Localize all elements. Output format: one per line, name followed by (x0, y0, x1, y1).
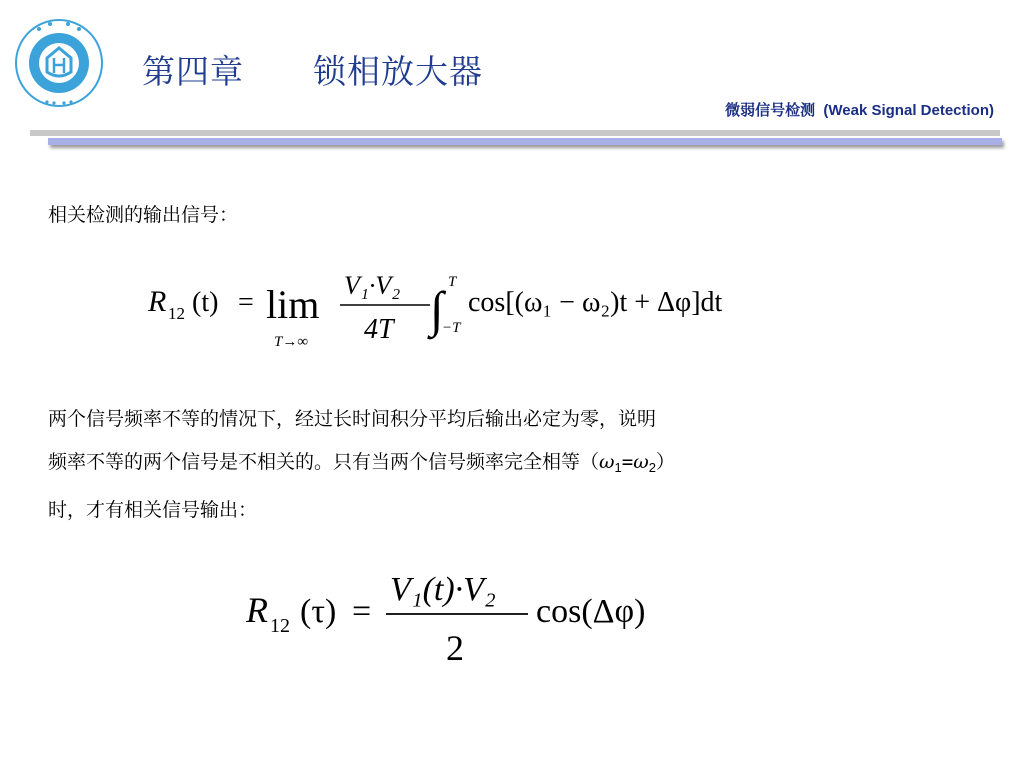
eq2-denominator: 2 (446, 628, 464, 668)
equation-correlation-result (246, 560, 706, 670)
chapter-title: 第四章 锁相放大器 (142, 52, 483, 91)
omega-1: ω (599, 451, 615, 473)
eq2-equals: = (352, 593, 372, 630)
equation-correlation-limit (148, 266, 798, 356)
omega-equals: = (621, 451, 634, 473)
eq1-R: R (148, 285, 167, 318)
para-line-2-text: 频率不等的两个信号是不相关的。只有当两个信号频率完全相等（ (48, 451, 600, 473)
eq2-numerator: V₁(t)·V₂ (390, 571, 496, 608)
omega-1-sub: 1 (614, 460, 622, 475)
intro-text: 相关检测的输出信号： (48, 204, 239, 226)
para-line-2 (48, 441, 1008, 489)
eq2-tail: cos(Δφ) (536, 593, 646, 630)
para-line-3: 时，才有相关信号输出： (48, 499, 258, 521)
eq1-int-upper: T (448, 274, 457, 290)
eq1-lim: lim (266, 282, 320, 327)
header-divider-gray (30, 130, 1000, 136)
eq2-R: R (246, 590, 268, 630)
eq1-denominator: 4T (364, 314, 394, 345)
eq1-arg: (t) (192, 287, 219, 318)
eq1-equals: = (238, 287, 254, 318)
eq1-integrand: cos[(ω₁ − ω₂)t + Δφ]dt (468, 287, 723, 318)
explanation-paragraph (48, 398, 1008, 532)
para-line-1: 两个信号频率不等的情况下，经过长时间积分平均后输出必定为零，说明 (48, 408, 657, 430)
omega-2: ω (633, 451, 649, 473)
eq1-lim-sub: T→∞ (274, 334, 309, 350)
omega-2-sub: 2 (648, 460, 656, 475)
course-subtitle: 微弱信号检测 (Weak Signal Detection) (725, 102, 994, 119)
university-logo (14, 18, 104, 108)
header-divider-blue (48, 138, 1002, 145)
eq1-R-sub: 12 (168, 304, 185, 323)
eq1-int-lower: −T (442, 320, 461, 336)
eq2-R-sub: 12 (270, 615, 290, 637)
eq1-numerator: V₁·V₂ (344, 271, 401, 300)
eq2-arg: (τ) (300, 593, 337, 630)
para-line-2-end: ） (655, 451, 675, 473)
eq1-integral-sign: ∫ (430, 281, 444, 337)
